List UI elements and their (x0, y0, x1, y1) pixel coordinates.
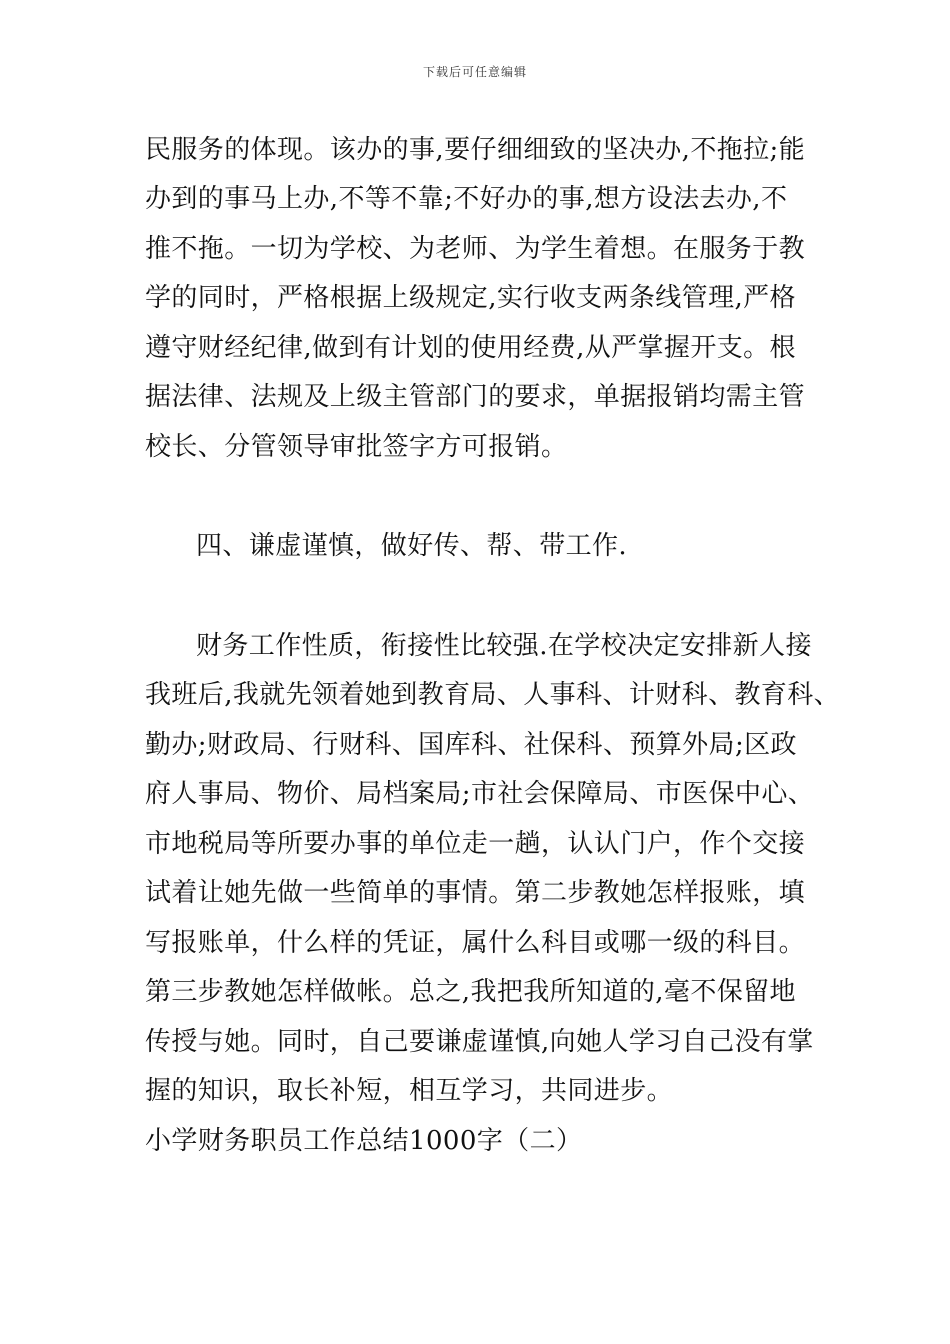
text-line: 市地税局等所要办事的单位走一趟，认认门户，作个交接 (145, 829, 806, 859)
text-line: 府人事局、物价、局档案局;市社会保障局、市医保中心、 (145, 779, 815, 809)
text-line: 我班后,我就先领着她到教育局、人事科、计财科、教育科、 (145, 680, 841, 710)
text-line: 试着让她先做一些简单的事情。第二步教她怎样报账，填 (145, 878, 806, 908)
section-heading: 四、谦虚谨慎，做好传、帮、带工作. (196, 531, 628, 561)
text-line: 学的同时，严格根据上级规定,实行收支两条线管理,严格 (145, 283, 796, 313)
text-line: 据法律、法规及上级主管部门的要求，单据报销均需主管 (145, 382, 806, 412)
text-line: 推不拖。一切为学校、为老师、为学生着想。在服务于教 (145, 234, 806, 264)
text-line: 校长、分管领导审批签字方可报销。 (145, 432, 568, 462)
text-line: 民服务的体现。该办的事,要仔细细致的坚决办,不拖拉;能 (145, 135, 806, 165)
text-line: 勤办;财政局、行财科、国库科、社保科、预算外局;区政 (145, 730, 797, 760)
text-line: 遵守财经纪律,做到有计划的使用经费,从严掌握开支。根 (145, 333, 796, 363)
page-header: 下载后可任意编辑 (422, 65, 527, 79)
paragraph-first-line: 财务工作性质，衔接性比较强.在学校决定安排新人接 (196, 631, 812, 661)
text-line: 握的知识，取长补短，相互学习，共同进步。 (145, 1076, 674, 1106)
text-line: 第三步教她怎样做帐。总之,我把我所知道的,毫不保留地 (145, 977, 796, 1007)
text-line: 写报账单，什么样的凭证，属什么科目或哪一级的科目。 (145, 928, 806, 958)
text-line: 办到的事马上办,不等不靠;不好办的事,想方设法去办,不 (145, 184, 788, 214)
document-subtitle: 小学财务职员工作总结1000字（二） (145, 1126, 583, 1156)
text-line: 传授与她。同时，自己要谦虚谨慎,向她人学习自己没有掌 (145, 1027, 814, 1057)
